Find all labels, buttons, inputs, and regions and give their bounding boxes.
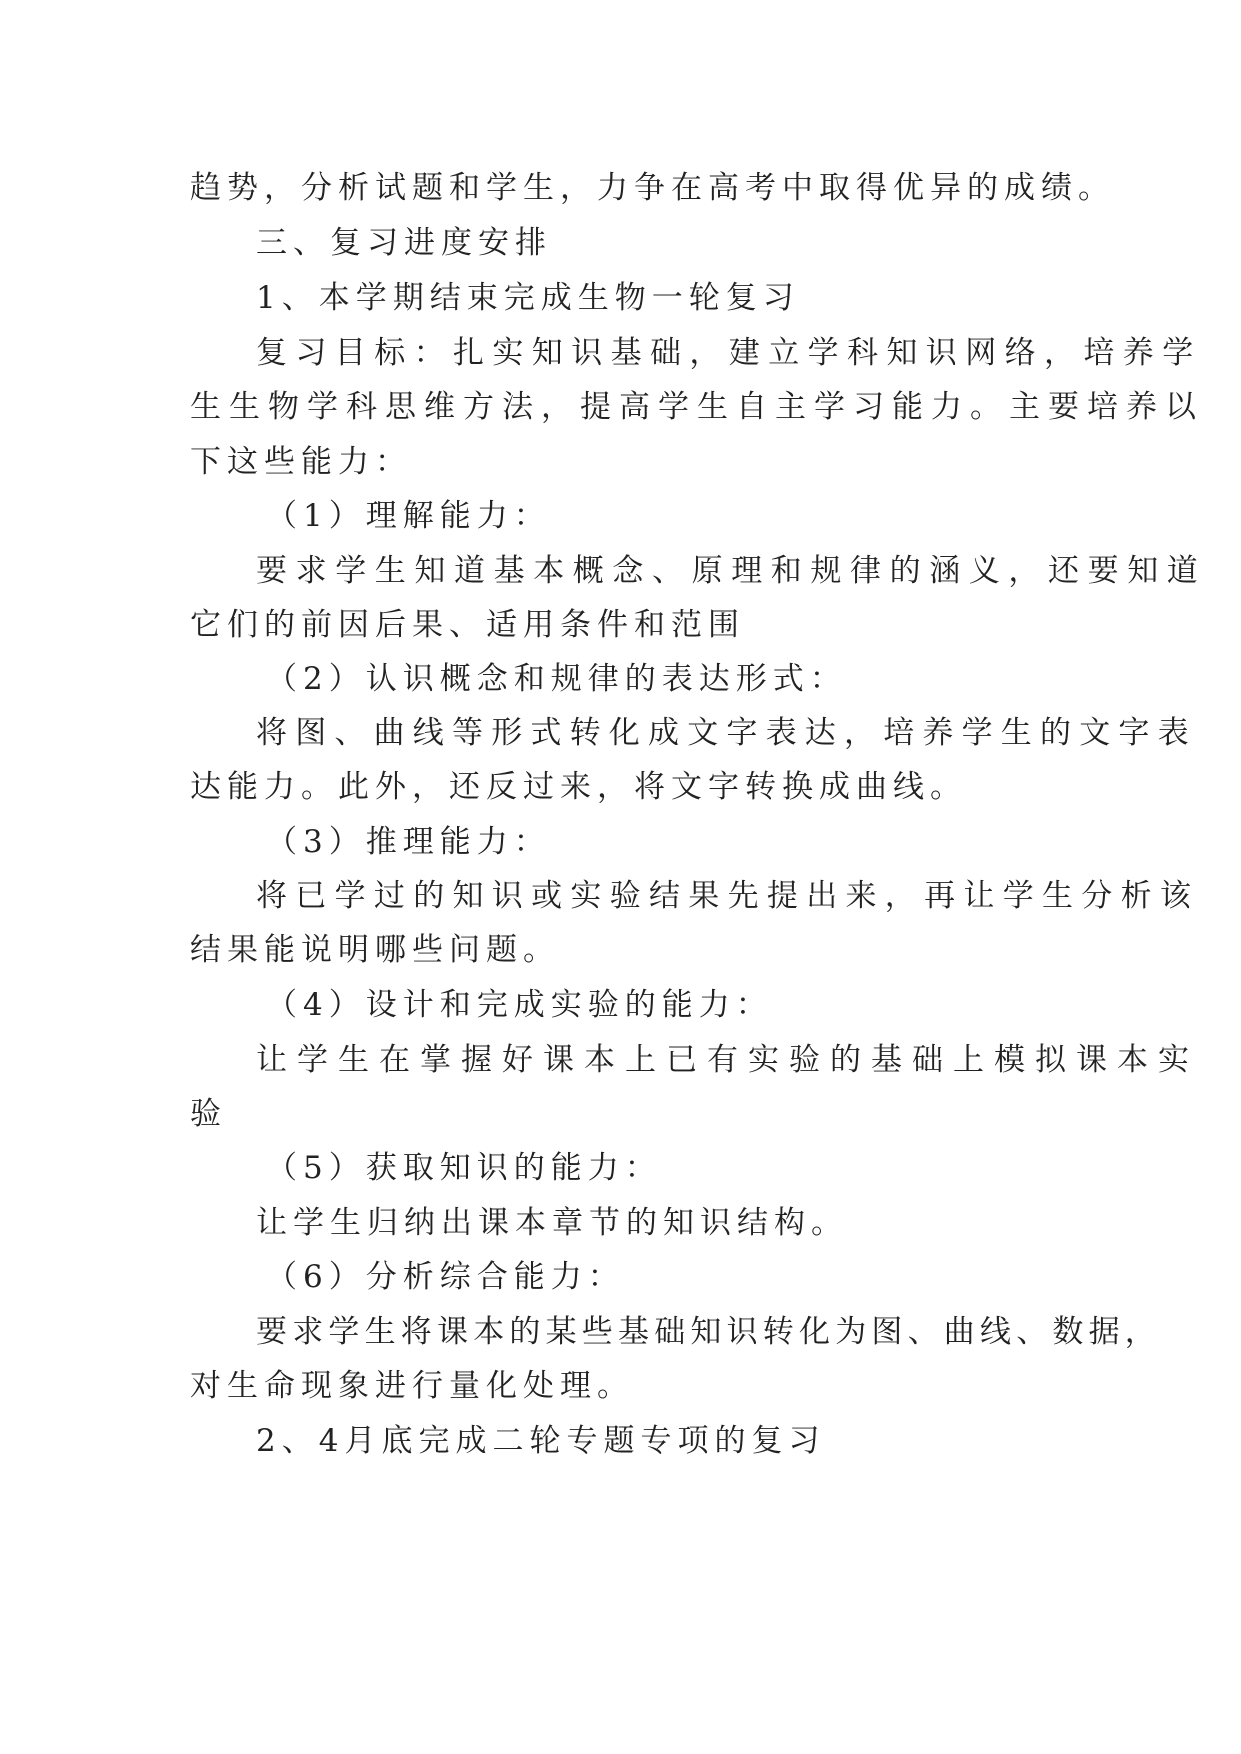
list-item-heading: （1）理解能力： (266, 498, 551, 534)
paragraph-line: 将图、曲线等形式转化成文字表达，培养学生的文字表 (256, 715, 1197, 751)
subsection-heading: 2、4月底完成二轮专题专项的复习 (256, 1423, 826, 1459)
paragraph-line: 达能力。此外，还反过来，将文字转换成曲线。 (190, 769, 967, 805)
paragraph-line: 趋势，分析试题和学生，力争在高考中取得优异的成绩。 (190, 170, 1115, 206)
list-item-heading: （6）分析综合能力： (266, 1259, 625, 1295)
paragraph-line: 要求学生知道基本概念、原理和规律的涵义，还要知道 (256, 553, 1207, 589)
paragraph-line: 将已学过的知识或实验结果先提出来，再让学生分析该 (256, 878, 1200, 914)
paragraph-line: 下这些能力： (190, 444, 412, 480)
list-item-heading: （5）获取知识的能力： (266, 1150, 662, 1186)
paragraph-line: 结果能说明哪些问题。 (190, 932, 560, 968)
section-heading: 三、复习进度安排 (256, 225, 552, 261)
paragraph-line: 对生命现象进行量化处理。 (190, 1368, 634, 1404)
paragraph-line: 验 (190, 1096, 227, 1132)
paragraph-line: 复习目标：扎实知识基础，建立学科知识网络，培养学 (256, 335, 1202, 371)
subsection-heading: 1、本学期结束完成生物一轮复习 (256, 280, 800, 316)
paragraph-line: 它们的前因后果、适用条件和范围 (190, 607, 745, 643)
paragraph-line: 生生物学科思维方法，提高学生自主学习能力。主要培养以 (190, 389, 1204, 425)
paragraph-line: 要求学生将课本的某些基础知识转化为图、曲线、数据， (256, 1314, 1161, 1350)
paragraph-line: 让学生在掌握好课本上已有实验的基础上模拟课本实 (256, 1042, 1199, 1078)
list-item-heading: （3）推理能力： (266, 824, 551, 860)
paragraph-line: 让学生归纳出课本章节的知识结构。 (256, 1205, 848, 1241)
list-item-heading: （2）认识概念和规律的表达形式： (266, 661, 847, 697)
list-item-heading: （4）设计和完成实验的能力： (266, 987, 773, 1023)
